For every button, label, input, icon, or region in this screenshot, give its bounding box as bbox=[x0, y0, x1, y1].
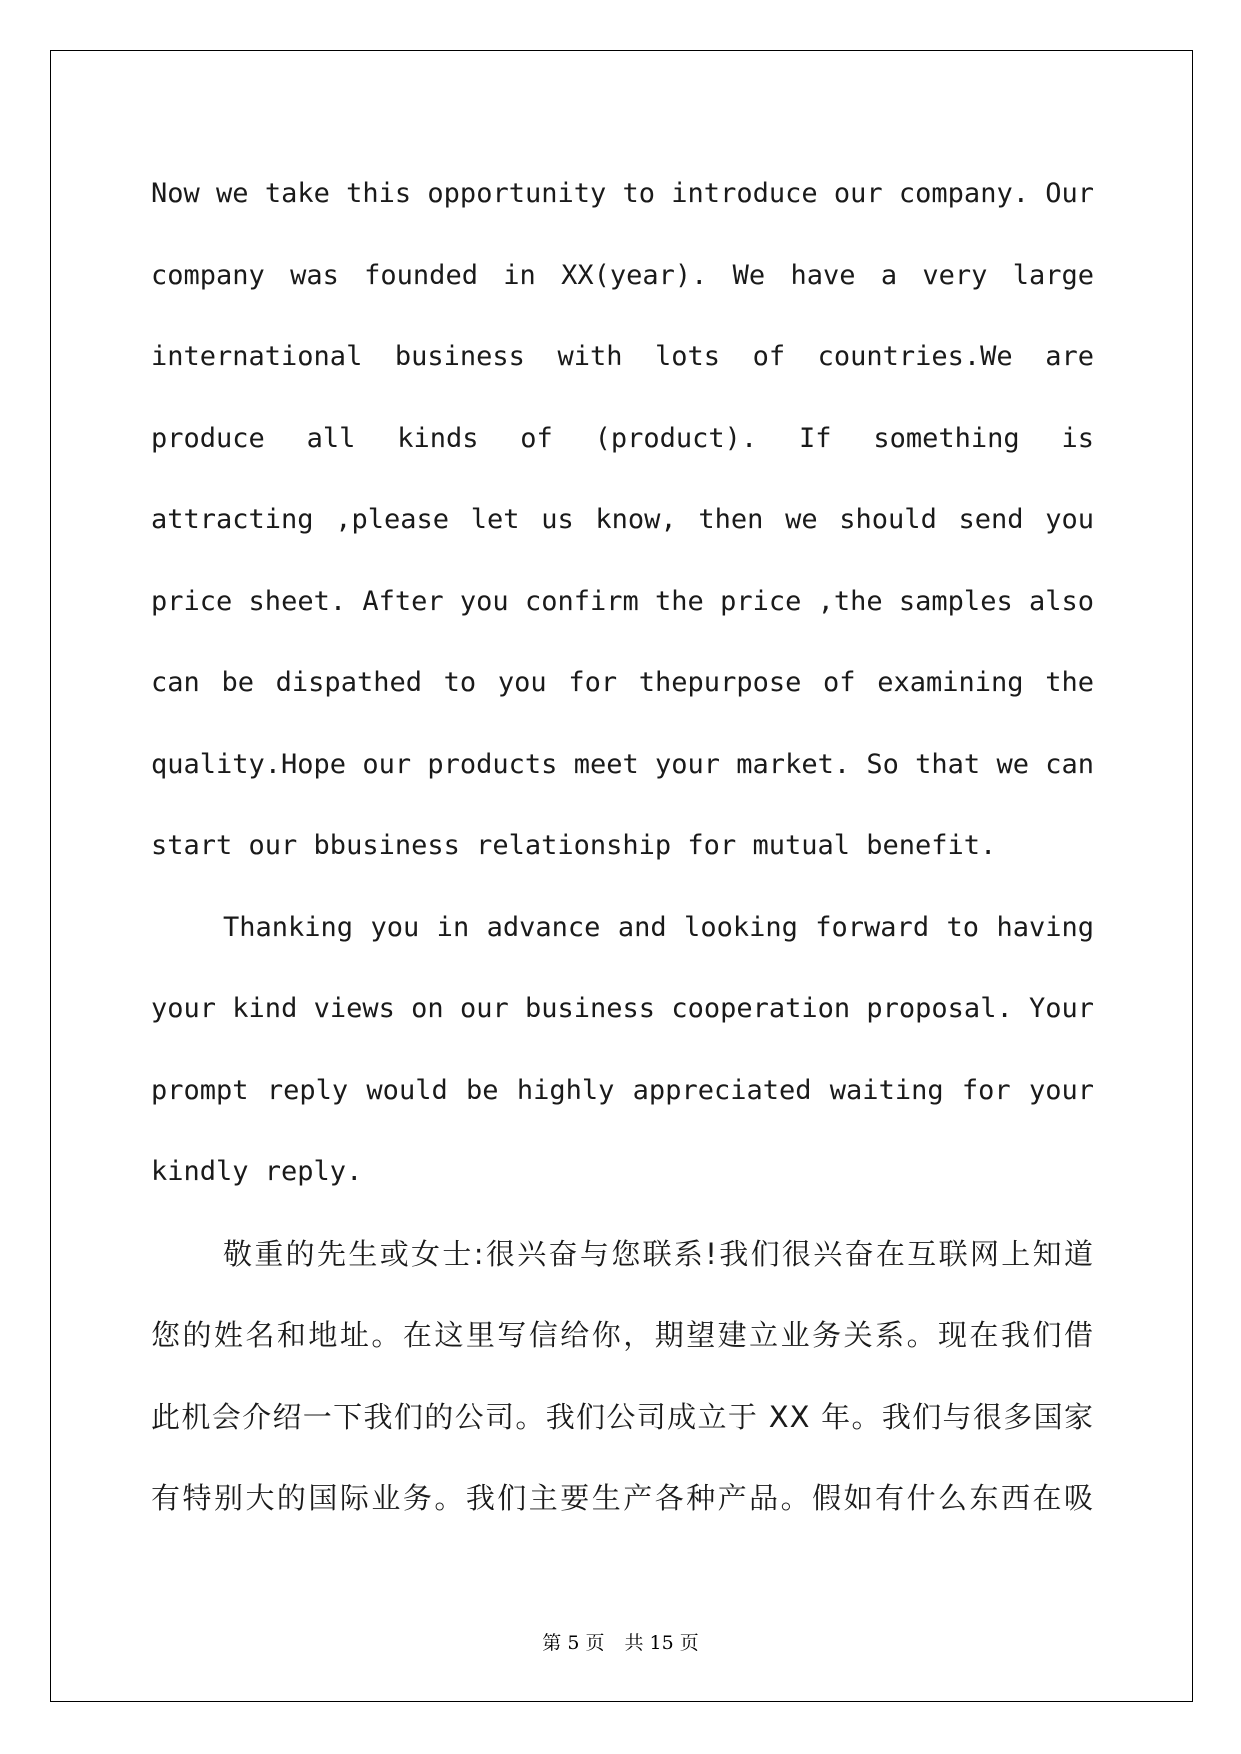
page-number-total: 共 15 页 bbox=[624, 1632, 699, 1654]
text-line: can be dispathed to you for thepurpose of examining the bbox=[151, 667, 1094, 698]
text-line: quality.Hope our products meet your market. So that we can bbox=[151, 748, 1094, 780]
text-line: kindly reply. bbox=[151, 1156, 363, 1187]
text-line: Now we take this opportunity to introduce our company. Our bbox=[151, 178, 1094, 209]
text-line: 您的姓名和地址。在这里写信给你，期望建立业务关系。现在我们借 bbox=[151, 1318, 1094, 1352]
text-line: international business with lots of countries.We are bbox=[151, 341, 1094, 372]
document-body bbox=[151, 160, 1094, 1546]
page-number-current: 第 5 页 bbox=[542, 1632, 605, 1654]
text-line: produce all kinds of (product). If something is bbox=[151, 422, 1094, 454]
text-line: company was founded in XX(year). We have a very large bbox=[151, 259, 1094, 291]
text-line: prompt reply would be highly appreciated waiting for your bbox=[151, 1074, 1094, 1106]
text-line: your kind views on our business cooperation proposal. Your bbox=[151, 993, 1094, 1024]
text-line: 有特别大的国际业务。我们主要生产各种产品。假如有什么东西在吸 bbox=[151, 1481, 1094, 1515]
text-line: start our bbusiness relationship for mutual benefit. bbox=[151, 830, 997, 861]
text-line: 此机会介绍一下我们的公司。我们公司成立于 XX 年。我们与很多国家 bbox=[151, 1399, 1094, 1434]
text-line: Thanking you in advance and looking forward to having bbox=[223, 911, 1094, 943]
text-line: attracting ,please let us know, then we should send you bbox=[151, 504, 1094, 535]
page-footer bbox=[0, 1628, 1241, 1655]
text-line: price sheet. After you confirm the price ,the samples also bbox=[151, 585, 1094, 617]
text-line: 敬重的先生或女士:很兴奋与您联系!我们很兴奋在互联网上知道 bbox=[223, 1236, 1094, 1271]
